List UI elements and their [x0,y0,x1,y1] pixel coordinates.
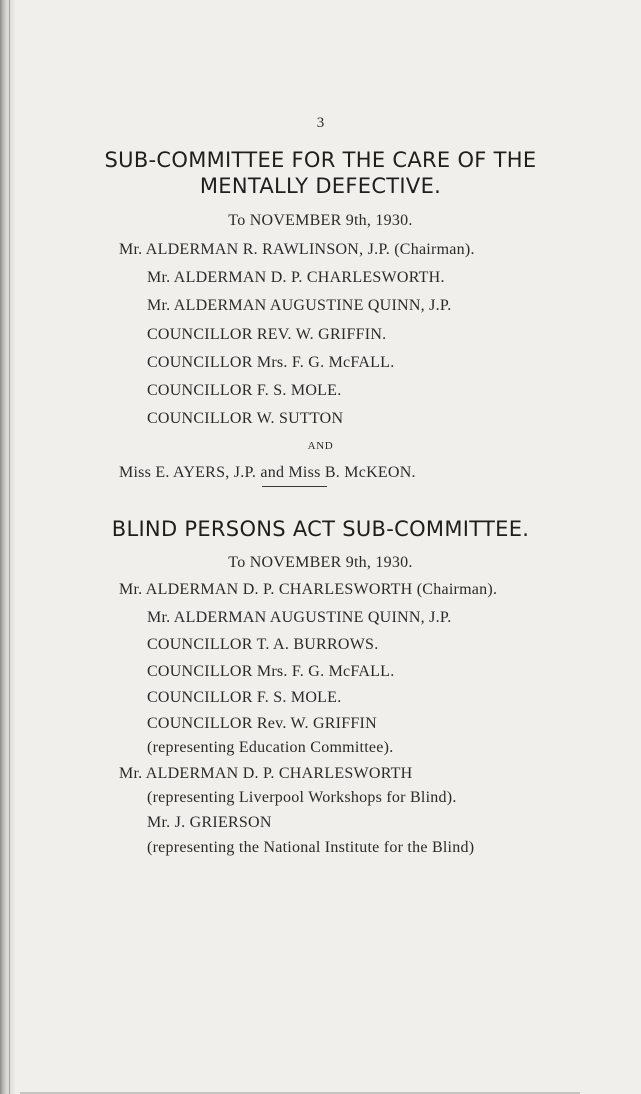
section1-and: AND [307,440,334,452]
section2-member-note: (representing Education Committee). [147,739,394,756]
section2-member: COUNCILLOR F. S. MOLE. [147,689,342,706]
section2-member: COUNCILLOR T. A. BURROWS. [147,636,379,653]
section1-date: To NOVEMBER 9th, 1930. [228,212,413,229]
section2-member: Mr. ALDERMAN D. P. CHARLESWORTH [119,765,413,782]
section2-member: Mr. ALDERMAN D. P. CHARLESWORTH (Chairman). [119,581,498,598]
section1-last-line: Miss E. AYERS, J.P. and Miss B. McKEON. [119,464,416,481]
section2-member: COUNCILLOR Mrs. F. G. McFALL. [147,663,395,680]
section1-member: COUNCILLOR F. S. MOLE. [147,382,342,399]
section-divider [262,486,327,487]
section2-date: To NOVEMBER 9th, 1930. [228,554,413,571]
page-number: 3 [316,115,325,131]
section1-member: COUNCILLOR REV. W. GRIFFIN. [147,326,387,343]
section1-title-line1: SUB-COMMITTEE FOR THE CARE OF THE [104,148,537,172]
section1-member: Mr. ALDERMAN D. P. CHARLESWORTH. [147,269,445,286]
section2-member-note: (representing Liverpool Workshops for Blind). [147,789,457,806]
section1-member: COUNCILLOR W. SUTTON [147,410,344,427]
section2-member-note: (representing the National Institute for the Blind) [147,839,475,856]
section2-title: BLIND PERSONS ACT SUB-COMMITTEE. [111,517,530,541]
section1-member: Mr. ALDERMAN R. RAWLINSON, J.P. (Chairman). [119,241,475,258]
section2-member: COUNCILLOR Rev. W. GRIFFIN [147,715,377,732]
section1-member: Mr. ALDERMAN AUGUSTINE QUINN, J.P. [147,297,452,314]
section2-member: Mr. ALDERMAN AUGUSTINE QUINN, J.P. [147,609,452,626]
section1-title-line2: MENTALLY DEFECTIVE. [199,174,442,198]
section1-member: COUNCILLOR Mrs. F. G. McFALL. [147,354,395,371]
section2-member: Mr. J. GRIERSON [147,814,272,831]
